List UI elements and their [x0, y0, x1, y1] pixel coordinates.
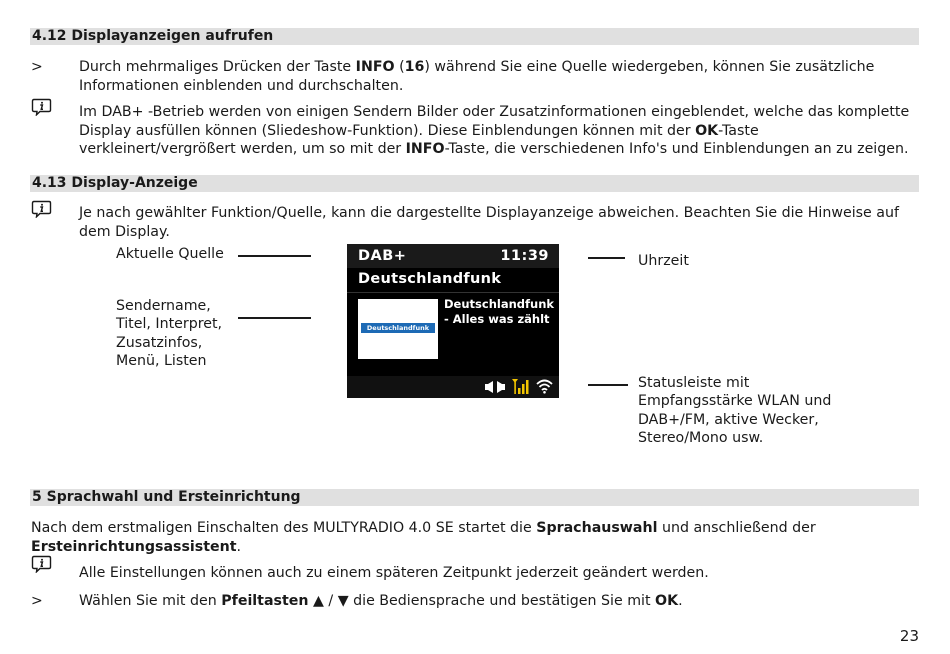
bold-text: INFO	[405, 141, 445, 157]
info-icon	[31, 98, 52, 116]
label-status-bar: Statusleiste mit Empfangsstärke WLAN und DAB+/FM, aktive Wecker, Stereo/Mono usw.	[638, 375, 832, 447]
bold-text: Pfeiltasten	[221, 593, 309, 609]
display-clock: 11:39	[500, 248, 549, 264]
bullet-marker: >	[31, 59, 43, 75]
text-run: .	[236, 538, 242, 555]
info-icon	[31, 200, 52, 218]
page-number: 23	[899, 627, 919, 645]
text-run: .	[678, 593, 683, 609]
display-station-name: Deutschlandfunk	[358, 271, 502, 287]
leader-line-clock	[588, 257, 625, 259]
bold-text: OK	[655, 593, 679, 609]
text-run: (	[394, 59, 405, 75]
display-status-bar	[347, 376, 559, 398]
display-source: DAB+	[358, 248, 407, 264]
text-run: und anschließend der	[657, 520, 816, 536]
paragraph-intro	[31, 519, 911, 556]
station-logo	[358, 299, 438, 359]
text-run: -Taste, die verschiedenen Info's und Einblendungen an zu zeigen.	[444, 141, 909, 157]
text-run: Nach dem erstmaligen Einschalten des MULTYRADIO 4.0 SE startet die	[31, 520, 537, 536]
text-run: -Taste verkleinert/vergrößert werden, um so mit der	[79, 122, 759, 157]
leader-line-station	[238, 317, 311, 319]
wifi-icon	[536, 378, 553, 394]
label-clock: Uhrzeit	[638, 253, 689, 269]
text-run: Im DAB+ -Betrieb werden von einigen Sendern Bilder oder Zusatzinformationen eingeblendet, welche das komplette Display ausfüllen können (Sliedeshow-Funktion). Diese Einblendungen können mit der	[79, 104, 910, 139]
paragraph-language-select	[79, 592, 919, 611]
bold-text: OK	[695, 122, 719, 139]
paragraph-display-note	[79, 204, 919, 241]
text-run: Alle Einstellungen können auch zu einem späteren Zeitpunkt jederzeit geändert werden.	[79, 565, 709, 581]
paragraph-settings-note	[79, 564, 919, 583]
section-heading-5: 5 Sprachwahl und Ersteinrichtung	[30, 489, 919, 506]
display-radio-text: Deutschlandfunk - Alles was zählt	[444, 297, 555, 326]
text-run: ) während Sie eine Quelle wiedergeben, können Sie zusätzliche Informationen einblenden und durchschalten.	[79, 59, 875, 94]
label-current-source: Aktuelle Quelle	[116, 246, 224, 262]
text-run: Je nach gewählter Funktion/Quelle, kann die dargestellte Displayanzeige abweichen. Beachten Sie die Hinweise auf dem Display.	[79, 205, 899, 240]
bold-text: INFO	[355, 59, 395, 75]
label-station-info: Sendername, Titel, Interpret, Zusatzinfos, Menü, Listen	[116, 298, 223, 370]
display-separator	[347, 292, 559, 293]
text-run: Wählen Sie mit den	[79, 593, 222, 609]
station-logo-text: Deutschlandfunk	[361, 323, 435, 333]
bold-text: Sprachauswahl	[536, 520, 658, 536]
radio-display	[347, 244, 559, 398]
stereo-icon	[484, 380, 506, 394]
bold-text: 16	[404, 59, 425, 75]
text-run: Durch mehrmaliges Drücken der Taste	[79, 59, 356, 75]
dab-signal-icon	[511, 377, 531, 395]
info-icon	[31, 555, 52, 573]
section-heading-4-13: 4.13 Display-Anzeige	[30, 175, 919, 192]
bullet-marker: >	[31, 593, 43, 609]
paragraph-slideshow-note	[79, 103, 919, 159]
bold-text: Ersteinrichtungsassistent	[31, 538, 237, 555]
section-heading-4-12: 4.12 Displayanzeigen aufrufen	[30, 28, 919, 45]
paragraph-info-key	[79, 58, 909, 95]
text-run: ▲ / ▼ die Bediensprache und bestätigen Sie mit	[308, 593, 656, 609]
leader-line-status	[588, 384, 628, 386]
leader-line-source	[238, 255, 311, 257]
